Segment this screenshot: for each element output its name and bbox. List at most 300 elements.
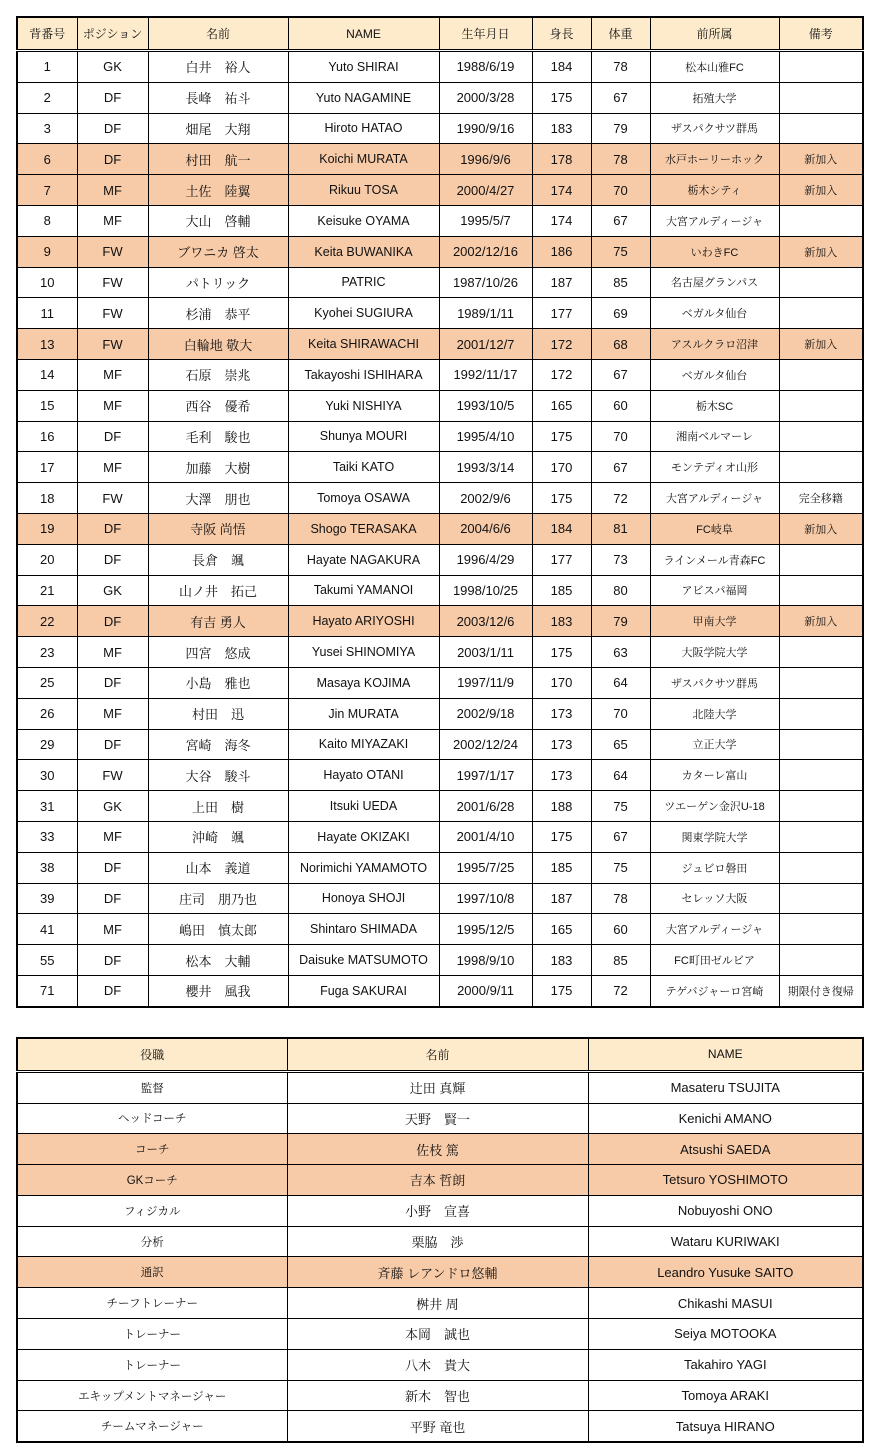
player-cell-height: 174 — [532, 205, 591, 236]
player-cell-note — [779, 113, 863, 144]
staff-cell-name_en: Kenichi AMANO — [588, 1103, 863, 1134]
player-cell-weight: 63 — [591, 637, 650, 668]
player-cell-note — [779, 390, 863, 421]
player-cell-no: 71 — [17, 975, 77, 1006]
player-row — [17, 82, 863, 113]
staff-cell-name_jp: 天野 賢一 — [287, 1103, 588, 1134]
player-cell-weight: 67 — [591, 359, 650, 390]
player-cell-pos: DF — [77, 144, 148, 175]
player-cell-pos: GK — [77, 791, 148, 822]
player-cell-note — [779, 51, 863, 83]
staff-header-row — [17, 1038, 863, 1072]
player-cell-no: 19 — [17, 513, 77, 544]
player-cell-birth: 2002/9/18 — [439, 698, 532, 729]
staff-cell-role: チーフトレーナー — [17, 1288, 287, 1319]
player-cell-prev: モンテディオ山形 — [650, 452, 779, 483]
players-header-4: 生年月日 — [439, 17, 532, 51]
player-cell-height: 172 — [532, 329, 591, 360]
player-cell-note — [779, 637, 863, 668]
player-cell-name_jp: ブワニカ 啓太 — [148, 236, 288, 267]
player-cell-height: 174 — [532, 175, 591, 206]
player-cell-name_en: PATRIC — [288, 267, 439, 298]
player-cell-birth: 2004/6/6 — [439, 513, 532, 544]
player-cell-prev: 拓殖大学 — [650, 82, 779, 113]
staff-cell-name_en: Wataru KURIWAKI — [588, 1226, 863, 1257]
player-row — [17, 852, 863, 883]
player-cell-no: 2 — [17, 82, 77, 113]
player-cell-no: 11 — [17, 298, 77, 329]
player-cell-prev: ベガルタ仙台 — [650, 359, 779, 390]
player-cell-note — [779, 945, 863, 976]
player-row — [17, 298, 863, 329]
player-cell-note: 新加入 — [779, 236, 863, 267]
player-row — [17, 945, 863, 976]
player-cell-height: 184 — [532, 51, 591, 83]
player-cell-note: 新加入 — [779, 175, 863, 206]
player-cell-pos: FW — [77, 760, 148, 791]
player-cell-prev: 栃木シティ — [650, 175, 779, 206]
player-cell-name_en: Daisuke MATSUMOTO — [288, 945, 439, 976]
player-cell-weight: 67 — [591, 82, 650, 113]
player-row — [17, 51, 863, 83]
player-row — [17, 544, 863, 575]
player-cell-pos: MF — [77, 821, 148, 852]
player-cell-name_en: Taiki KATO — [288, 452, 439, 483]
staff-row — [17, 1288, 863, 1319]
staff-cell-role: エキップメントマネージャー — [17, 1380, 287, 1411]
player-cell-birth: 1997/11/9 — [439, 667, 532, 698]
player-cell-note: 新加入 — [779, 513, 863, 544]
player-row — [17, 729, 863, 760]
player-cell-pos: MF — [77, 698, 148, 729]
staff-cell-name_jp: 八木 貴大 — [287, 1349, 588, 1380]
player-cell-pos: DF — [77, 606, 148, 637]
player-cell-height: 170 — [532, 667, 591, 698]
player-row — [17, 236, 863, 267]
staff-row — [17, 1071, 863, 1103]
player-cell-height: 178 — [532, 144, 591, 175]
player-cell-prev: FC町田ゼルビア — [650, 945, 779, 976]
player-cell-pos: DF — [77, 82, 148, 113]
player-cell-name_en: Hayate OKIZAKI — [288, 821, 439, 852]
player-cell-pos: DF — [77, 945, 148, 976]
player-row — [17, 144, 863, 175]
player-cell-name_jp: 上田 樹 — [148, 791, 288, 822]
player-cell-no: 26 — [17, 698, 77, 729]
player-cell-prev: 栃木SC — [650, 390, 779, 421]
player-cell-height: 187 — [532, 267, 591, 298]
player-cell-pos: MF — [77, 637, 148, 668]
staff-cell-name_jp: 佐枝 篤 — [287, 1134, 588, 1165]
staff-cell-name_en: Masateru TSUJITA — [588, 1071, 863, 1103]
player-cell-weight: 81 — [591, 513, 650, 544]
player-cell-birth: 2000/9/11 — [439, 975, 532, 1006]
player-cell-name_jp: 有吉 勇人 — [148, 606, 288, 637]
staff-cell-role: 分析 — [17, 1226, 287, 1257]
player-cell-no: 25 — [17, 667, 77, 698]
player-cell-birth: 1996/4/29 — [439, 544, 532, 575]
player-cell-prev: 大宮アルディージャ — [650, 205, 779, 236]
player-cell-note — [779, 421, 863, 452]
players-header-8: 備考 — [779, 17, 863, 51]
players-header-row — [17, 17, 863, 51]
player-cell-no: 13 — [17, 329, 77, 360]
player-cell-weight: 64 — [591, 667, 650, 698]
player-cell-prev: 水戸ホーリーホック — [650, 144, 779, 175]
player-row — [17, 606, 863, 637]
player-cell-weight: 75 — [591, 791, 650, 822]
player-cell-name_en: Shintaro SHIMADA — [288, 914, 439, 945]
player-cell-no: 20 — [17, 544, 77, 575]
staff-header-0: 役職 — [17, 1038, 287, 1072]
player-cell-no: 6 — [17, 144, 77, 175]
staff-row — [17, 1380, 863, 1411]
player-cell-birth: 1988/6/19 — [439, 51, 532, 83]
player-row — [17, 760, 863, 791]
staff-cell-name_jp: 斉藤 レアンドロ悠輔 — [287, 1257, 588, 1288]
player-cell-birth: 2002/12/24 — [439, 729, 532, 760]
player-cell-name_jp: 西谷 優希 — [148, 390, 288, 421]
player-cell-prev: セレッソ大阪 — [650, 883, 779, 914]
player-cell-birth: 2000/3/28 — [439, 82, 532, 113]
player-row — [17, 975, 863, 1006]
player-cell-birth: 1995/4/10 — [439, 421, 532, 452]
player-cell-weight: 78 — [591, 144, 650, 175]
player-cell-note — [779, 698, 863, 729]
player-cell-prev: 名古屋グランパス — [650, 267, 779, 298]
player-cell-weight: 64 — [591, 760, 650, 791]
player-cell-name_en: Hayato OTANI — [288, 760, 439, 791]
player-cell-name_en: Yuto NAGAMINE — [288, 82, 439, 113]
player-cell-birth: 1997/10/8 — [439, 883, 532, 914]
players-table — [16, 16, 864, 1008]
player-cell-birth: 2002/9/6 — [439, 483, 532, 514]
players-header-0: 背番号 — [17, 17, 77, 51]
player-cell-prev: ザスパクサツ群馬 — [650, 113, 779, 144]
player-cell-note — [779, 267, 863, 298]
player-cell-note — [779, 883, 863, 914]
player-cell-weight: 72 — [591, 483, 650, 514]
player-cell-prev: アスルクラロ沼津 — [650, 329, 779, 360]
player-cell-weight: 85 — [591, 945, 650, 976]
player-cell-name_jp: 沖崎 颯 — [148, 821, 288, 852]
player-cell-pos: MF — [77, 452, 148, 483]
player-cell-no: 33 — [17, 821, 77, 852]
staff-cell-name_en: Chikashi MASUI — [588, 1288, 863, 1319]
player-cell-note — [779, 298, 863, 329]
staff-cell-role: GKコーチ — [17, 1165, 287, 1196]
staff-cell-name_jp: 栗脇 渉 — [287, 1226, 588, 1257]
player-cell-height: 175 — [532, 821, 591, 852]
player-cell-height: 173 — [532, 760, 591, 791]
player-cell-prev: ザスパクサツ群馬 — [650, 667, 779, 698]
player-cell-birth: 1998/10/25 — [439, 575, 532, 606]
player-cell-weight: 70 — [591, 698, 650, 729]
player-cell-weight: 70 — [591, 175, 650, 206]
player-cell-no: 1 — [17, 51, 77, 83]
player-cell-prev: 松本山雅FC — [650, 51, 779, 83]
player-cell-name_jp: 毛利 駿也 — [148, 421, 288, 452]
player-cell-prev: FC岐阜 — [650, 513, 779, 544]
player-cell-weight: 78 — [591, 883, 650, 914]
player-row — [17, 359, 863, 390]
player-cell-pos: FW — [77, 483, 148, 514]
staff-cell-name_jp: 本岡 誠也 — [287, 1319, 588, 1350]
player-cell-name_jp: 寺阪 尚悟 — [148, 513, 288, 544]
player-cell-weight: 67 — [591, 205, 650, 236]
player-cell-no: 3 — [17, 113, 77, 144]
player-cell-height: 175 — [532, 483, 591, 514]
player-cell-pos: FW — [77, 298, 148, 329]
player-cell-name_jp: 白井 裕人 — [148, 51, 288, 83]
player-cell-weight: 75 — [591, 236, 650, 267]
player-cell-name_en: Kaito MIYAZAKI — [288, 729, 439, 760]
player-cell-pos: DF — [77, 975, 148, 1006]
player-cell-name_en: Norimichi YAMAMOTO — [288, 852, 439, 883]
player-cell-height: 173 — [532, 698, 591, 729]
player-cell-name_en: Tomoya OSAWA — [288, 483, 439, 514]
player-cell-no: 31 — [17, 791, 77, 822]
player-cell-pos: MF — [77, 175, 148, 206]
player-cell-prev: 大阪学院大学 — [650, 637, 779, 668]
player-cell-prev: 関東学院大学 — [650, 821, 779, 852]
player-cell-no: 39 — [17, 883, 77, 914]
player-cell-note — [779, 359, 863, 390]
player-cell-weight: 80 — [591, 575, 650, 606]
staff-cell-role: トレーナー — [17, 1349, 287, 1380]
player-cell-name_en: Masaya KOJIMA — [288, 667, 439, 698]
player-cell-no: 22 — [17, 606, 77, 637]
player-cell-prev: カターレ富山 — [650, 760, 779, 791]
player-cell-birth: 1989/1/11 — [439, 298, 532, 329]
player-cell-name_en: Yusei SHINOMIYA — [288, 637, 439, 668]
player-cell-name_en: Yuto SHIRAI — [288, 51, 439, 83]
player-cell-name_en: Itsuki UEDA — [288, 791, 439, 822]
player-cell-name_en: Yuki NISHIYA — [288, 390, 439, 421]
player-cell-height: 175 — [532, 82, 591, 113]
player-cell-no: 23 — [17, 637, 77, 668]
player-cell-name_jp: 杉浦 恭平 — [148, 298, 288, 329]
staff-header-2: NAME — [588, 1038, 863, 1072]
player-cell-no: 55 — [17, 945, 77, 976]
player-row — [17, 421, 863, 452]
staff-row — [17, 1319, 863, 1350]
player-cell-prev: テゲバジャーロ宮崎 — [650, 975, 779, 1006]
player-cell-name_en: Takayoshi ISHIHARA — [288, 359, 439, 390]
player-cell-pos: FW — [77, 236, 148, 267]
staff-row — [17, 1195, 863, 1226]
player-cell-name_en: Hiroto HATAO — [288, 113, 439, 144]
staff-cell-role: コーチ — [17, 1134, 287, 1165]
staff-cell-name_en: Takahiro YAGI — [588, 1349, 863, 1380]
player-row — [17, 914, 863, 945]
player-cell-name_en: Honoya SHOJI — [288, 883, 439, 914]
player-cell-name_en: Kyohei SUGIURA — [288, 298, 439, 329]
player-cell-no: 9 — [17, 236, 77, 267]
player-cell-weight: 70 — [591, 421, 650, 452]
player-row — [17, 329, 863, 360]
player-row — [17, 821, 863, 852]
player-cell-name_jp: 宮崎 海冬 — [148, 729, 288, 760]
player-row — [17, 267, 863, 298]
player-cell-prev: 大宮アルディージャ — [650, 483, 779, 514]
staff-cell-name_en: Tetsuro YOSHIMOTO — [588, 1165, 863, 1196]
player-cell-pos: GK — [77, 51, 148, 83]
player-cell-note: 新加入 — [779, 606, 863, 637]
player-cell-birth: 1997/1/17 — [439, 760, 532, 791]
player-cell-name_en: Rikuu TOSA — [288, 175, 439, 206]
player-cell-note: 新加入 — [779, 329, 863, 360]
player-cell-weight: 67 — [591, 821, 650, 852]
player-cell-weight: 79 — [591, 113, 650, 144]
player-cell-birth: 1996/9/6 — [439, 144, 532, 175]
player-cell-birth: 2003/1/11 — [439, 637, 532, 668]
player-cell-note — [779, 791, 863, 822]
player-cell-note — [779, 544, 863, 575]
player-cell-height: 175 — [532, 637, 591, 668]
player-row — [17, 483, 863, 514]
staff-row — [17, 1226, 863, 1257]
player-cell-note — [779, 914, 863, 945]
player-cell-weight: 72 — [591, 975, 650, 1006]
player-cell-birth: 2001/12/7 — [439, 329, 532, 360]
player-cell-no: 16 — [17, 421, 77, 452]
player-cell-height: 186 — [532, 236, 591, 267]
player-cell-pos: DF — [77, 729, 148, 760]
player-cell-name_jp: 櫻井 風我 — [148, 975, 288, 1006]
staff-row — [17, 1257, 863, 1288]
player-cell-no: 29 — [17, 729, 77, 760]
player-cell-name_jp: 松本 大輔 — [148, 945, 288, 976]
player-cell-birth: 1995/7/25 — [439, 852, 532, 883]
player-cell-birth: 1987/10/26 — [439, 267, 532, 298]
staff-cell-role: 監督 — [17, 1071, 287, 1103]
player-cell-name_en: Shunya MOURI — [288, 421, 439, 452]
player-cell-weight: 85 — [591, 267, 650, 298]
player-cell-pos: MF — [77, 205, 148, 236]
player-cell-height: 177 — [532, 544, 591, 575]
player-cell-name_en: Shogo TERASAKA — [288, 513, 439, 544]
staff-row — [17, 1411, 863, 1442]
player-cell-note: 新加入 — [779, 144, 863, 175]
player-row — [17, 513, 863, 544]
player-cell-height: 177 — [532, 298, 591, 329]
player-cell-name_en: Koichi MURATA — [288, 144, 439, 175]
player-cell-prev: アビスパ福岡 — [650, 575, 779, 606]
player-cell-name_jp: 土佐 陸翼 — [148, 175, 288, 206]
player-cell-birth: 1995/5/7 — [439, 205, 532, 236]
players-header-2: 名前 — [148, 17, 288, 51]
player-cell-name_jp: 石原 崇兆 — [148, 359, 288, 390]
player-cell-height: 175 — [532, 421, 591, 452]
player-cell-no: 30 — [17, 760, 77, 791]
player-cell-name_en: Takumi YAMANOI — [288, 575, 439, 606]
player-row — [17, 667, 863, 698]
player-cell-prev: ベガルタ仙台 — [650, 298, 779, 329]
player-cell-prev: 湘南ベルマーレ — [650, 421, 779, 452]
player-cell-birth: 1992/11/17 — [439, 359, 532, 390]
players-header-1: ポジション — [77, 17, 148, 51]
player-cell-note — [779, 821, 863, 852]
player-cell-name_jp: 山本 義道 — [148, 852, 288, 883]
player-cell-height: 183 — [532, 113, 591, 144]
player-cell-no: 41 — [17, 914, 77, 945]
player-cell-weight: 78 — [591, 51, 650, 83]
player-cell-pos: DF — [77, 113, 148, 144]
player-cell-pos: DF — [77, 883, 148, 914]
player-row — [17, 452, 863, 483]
players-header-7: 前所属 — [650, 17, 779, 51]
player-row — [17, 175, 863, 206]
staff-cell-name_en: Nobuyoshi ONO — [588, 1195, 863, 1226]
player-cell-weight: 65 — [591, 729, 650, 760]
player-cell-birth: 2003/12/6 — [439, 606, 532, 637]
staff-cell-name_jp: 平野 竜也 — [287, 1411, 588, 1442]
staff-cell-name_jp: 辻田 真輝 — [287, 1071, 588, 1103]
player-cell-note — [779, 667, 863, 698]
staff-cell-role: トレーナー — [17, 1319, 287, 1350]
player-row — [17, 791, 863, 822]
player-cell-no: 38 — [17, 852, 77, 883]
player-cell-pos: DF — [77, 852, 148, 883]
player-cell-note — [779, 205, 863, 236]
player-cell-pos: MF — [77, 914, 148, 945]
player-cell-no: 8 — [17, 205, 77, 236]
player-cell-name_jp: 庄司 朋乃也 — [148, 883, 288, 914]
player-cell-birth: 1995/12/5 — [439, 914, 532, 945]
staff-cell-role: フィジカル — [17, 1195, 287, 1226]
player-cell-height: 184 — [532, 513, 591, 544]
player-cell-height: 173 — [532, 729, 591, 760]
player-cell-prev: 甲南大学 — [650, 606, 779, 637]
staff-cell-name_jp: 新木 智也 — [287, 1380, 588, 1411]
player-cell-name_jp: 大谷 駿斗 — [148, 760, 288, 791]
player-cell-prev: 立正大学 — [650, 729, 779, 760]
player-cell-no: 7 — [17, 175, 77, 206]
player-cell-name_en: Fuga SAKURAI — [288, 975, 439, 1006]
player-cell-weight: 68 — [591, 329, 650, 360]
player-cell-name_en: Keita SHIRAWACHI — [288, 329, 439, 360]
player-cell-birth: 2001/4/10 — [439, 821, 532, 852]
player-cell-pos: FW — [77, 267, 148, 298]
staff-cell-name_jp: 桝井 周 — [287, 1288, 588, 1319]
player-cell-birth: 1993/3/14 — [439, 452, 532, 483]
staff-cell-name_en: Atsushi SAEDA — [588, 1134, 863, 1165]
player-cell-no: 18 — [17, 483, 77, 514]
player-cell-name_jp: 嶋田 慎太郎 — [148, 914, 288, 945]
player-cell-name_jp: 加藤 大樹 — [148, 452, 288, 483]
player-row — [17, 205, 863, 236]
players-header-6: 体重 — [591, 17, 650, 51]
staff-cell-name_en: Tatsuya HIRANO — [588, 1411, 863, 1442]
players-header-5: 身長 — [532, 17, 591, 51]
player-cell-pos: DF — [77, 421, 148, 452]
player-cell-pos: MF — [77, 359, 148, 390]
player-cell-name_jp: 長倉 颯 — [148, 544, 288, 575]
player-cell-note: 期限付き復帰 — [779, 975, 863, 1006]
player-cell-name_jp: 大澤 朋也 — [148, 483, 288, 514]
player-cell-pos: DF — [77, 513, 148, 544]
player-cell-note — [779, 452, 863, 483]
player-cell-note — [779, 82, 863, 113]
player-cell-height: 185 — [532, 575, 591, 606]
player-row — [17, 390, 863, 421]
player-cell-name_jp: 畑尾 大翔 — [148, 113, 288, 144]
player-cell-name_en: Keisuke OYAMA — [288, 205, 439, 236]
player-cell-weight: 60 — [591, 390, 650, 421]
staff-cell-role: 通訳 — [17, 1257, 287, 1288]
player-cell-prev: ツエーゲン金沢U-18 — [650, 791, 779, 822]
